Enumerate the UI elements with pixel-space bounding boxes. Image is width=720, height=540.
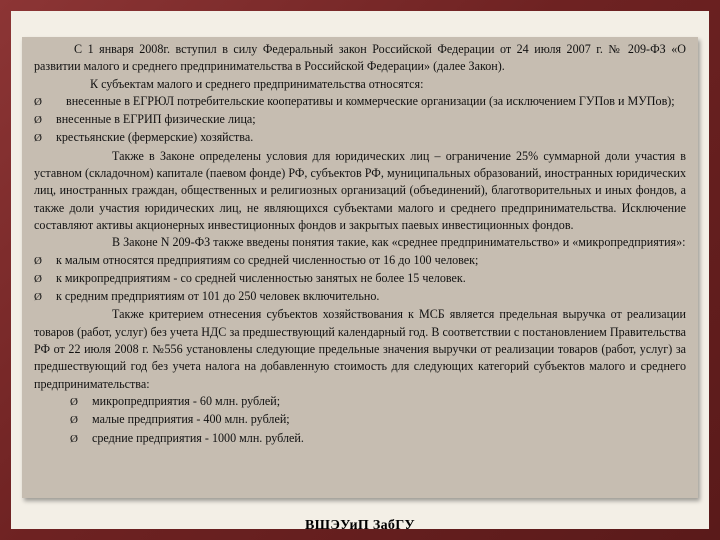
arrow-bullet-icon: Ø <box>34 114 42 127</box>
list-item <box>34 288 686 306</box>
arrow-bullet-icon: Ø <box>34 95 42 108</box>
list-item-text: микропредприятия - 60 млн. рублей; <box>92 393 281 408</box>
paragraph-concepts: В Законе N 209-ФЗ также введены понятия такие, как «среднее предпринимательство» и «микропредприятия»: <box>112 235 686 250</box>
list-item-text: внесенные в ЕГРИП физические лица; <box>56 112 256 127</box>
list-item <box>34 93 686 111</box>
list-item <box>34 129 686 147</box>
list-item <box>34 270 686 288</box>
arrow-bullet-icon: Ø <box>70 432 78 445</box>
footer-label: ВШЭУиП ЗабГУ <box>305 518 415 533</box>
arrow-bullet-icon: Ø <box>34 291 42 304</box>
list-item-text: внесенные в ЕГРЮЛ потребительские кооперативы и коммерческие организации (за исключением ГУПов и МУПов); <box>66 93 675 108</box>
arrow-bullet-icon: Ø <box>34 132 42 145</box>
list-item-text: крестьянские (фермерские) хозяйства. <box>56 130 254 145</box>
list-item <box>34 430 686 448</box>
arrow-bullet-icon: Ø <box>70 395 78 408</box>
arrow-bullet-icon: Ø <box>70 414 78 427</box>
list-item-text: к микропредприятиям - со средней численностью занятых не более 15 человек. <box>56 270 466 285</box>
paragraph-revenue-criteria: Также критерием отнесения субъектов хозяйствования к МСБ является предельная выручка от реализации товаров (работ, услуг) без учета НДС за предшествующий календарный год. В соответствии с постановлением Правительства РФ от 22 июля 2008 г. №556 установлены следующие предельные значения выручки от реализации товаров (работ, услуг) за предшествующий год без учета налога на добавленную стоимость для следующих категорий субъектов малого и среднего предпринимательства: <box>34 307 686 391</box>
arrow-bullet-icon: Ø <box>34 272 42 285</box>
paragraph-legal-conditions: Также в Законе определены условия для юридических лиц – ограничение 25% суммарной доли участия в уставном (складочном) капитале (паевом фонде) РФ, субъектов РФ, муниципальных образований, иностранных юридических лиц, иностранных граждан, общественных и религиозных организаций (объединений), благотворительных и иных фондов, а также доли участия юридических лиц, не являющихся субъектами малого и среднего предпринимательства. Исключение составляют активы акционерных инвестиционных фондов и закрытых паевых инвестиционных фондов. <box>34 148 686 232</box>
list-item <box>34 111 686 129</box>
arrow-bullet-icon: Ø <box>34 254 42 267</box>
list-item-text: к средним предприятиям от 101 до 250 человек включительно. <box>56 289 380 304</box>
list-item <box>34 252 686 270</box>
list-item-text: средние предприятия - 1000 млн. рублей. <box>92 430 304 445</box>
paragraph-subjects-heading: К субъектам малого и среднего предпринимательства относятся: <box>90 76 424 91</box>
list-item-text: к малым относятся предприятиям со средней численностью от 16 до 100 человек; <box>56 252 479 267</box>
list-item <box>34 411 686 429</box>
list-item-text: малые предприятия - 400 млн. рублей; <box>92 412 290 427</box>
list-item <box>34 393 686 411</box>
document-body <box>34 41 686 448</box>
paragraph-law-intro: С 1 января 2008г. вступил в силу Федеральный закон Российской Федерации от 24 июля 2007 г. № 209-ФЗ «О развитии малого и среднего предпринимательства в Российской Федерации» (далее Закон). <box>34 42 686 74</box>
